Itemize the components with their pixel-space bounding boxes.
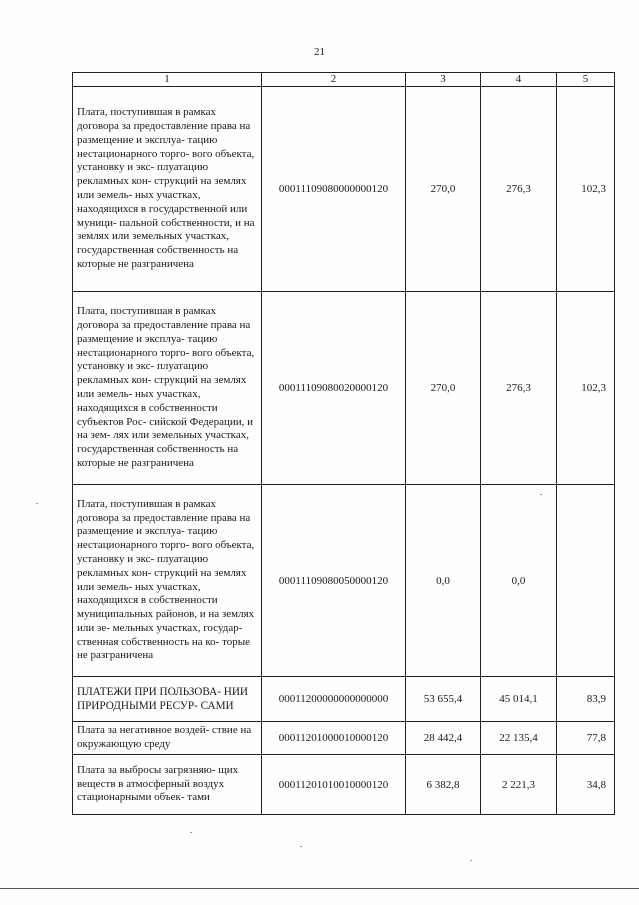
row-name: Плата за негативное воздей- ствие на окружающую среду [73,722,262,755]
table-row [73,87,615,292]
column-header: 2 [262,73,406,87]
page-bottom-edge [0,888,639,889]
table-header-row [73,73,615,87]
column-header: 4 [481,73,557,87]
row-code: 00011201010010000120 [262,755,406,815]
row-value-col4: 276,3 [481,87,557,292]
row-value-col5: 83,9 [557,677,615,722]
table-row [73,755,615,815]
row-code: 00011109080020000120 [262,292,406,485]
row-code: 00011109080000000120 [262,87,406,292]
row-name: Плата, поступившая в рамках договора за предоставление права на размещение и эксплуа- тацию нестационарного торго- вого объекта, установку и экс- плуатацию рекламных кон- струкций на землях или земель- ных участках, находящихся в собственности муниципальных районов, и на землях или зе- мельных участках, государ- ственная собственность на ко- торые не разграничена [73,485,262,677]
page-number: 21 [314,46,325,58]
row-value-col3: 6 382,8 [406,755,481,815]
row-value-col3: 270,0 [406,87,481,292]
table-row [73,677,615,722]
table-row [73,292,615,485]
row-value-col5: 34,8 [557,755,615,815]
row-value-col4: 2 221,3 [481,755,557,815]
row-value-col3: 28 442,4 [406,722,481,755]
row-value-col3: 53 655,4 [406,677,481,722]
budget-table [72,72,615,815]
scan-speck [36,503,38,504]
row-name: Плата, поступившая в рамках договора за предоставление права на размещение и эксплуа- тацию нестационарного торго- вого объекта, установку и экс- плуатацию рекламных кон- струкций на землях или земель- ных участках, находящихся в государственной или муници- пальной собственности, и на землях или земельных участках, государственная собственность на которые не разграничена [73,87,262,292]
row-value-col3: 270,0 [406,292,481,485]
column-header: 1 [73,73,262,87]
row-code: 00011109080050000120 [262,485,406,677]
row-code: 00011200000000000000 [262,677,406,722]
row-name: ПЛАТЕЖИ ПРИ ПОЛЬЗОВА- НИИ ПРИРОДНЫМИ РЕСУР- САМИ [73,677,262,722]
row-value-col4: 45 014,1 [481,677,557,722]
row-value-col4: 276,3 [481,292,557,485]
row-value-col4: 22 135,4 [481,722,557,755]
table-row [73,485,615,677]
column-header: 5 [557,73,615,87]
row-code: 00011201000010000120 [262,722,406,755]
scan-speck [540,494,542,495]
row-value-col5: 102,3 [557,292,615,485]
column-header: 3 [406,73,481,87]
row-value-col3: 0,0 [406,485,481,677]
row-name: Плата за выбросы загрязняю- щих веществ в атмосферный воздух стационарными объек- тами [73,755,262,815]
table-row [73,722,615,755]
row-name: Плата, поступившая в рамках договора за предоставление права на размещение и эксплуа- тацию нестационарного торго- вого объекта, установку и экс- плуатацию рекламных кон- струкций на землях или земель- ных участках, находящихся в собственности субъектов Рос- сийской Федерации, и на зем- лях или земельных участках, государственная собственность на которые не разграничена [73,292,262,485]
scan-speck [300,846,302,847]
row-value-col5 [557,485,615,677]
scan-speck [470,860,472,861]
row-value-col5: 102,3 [557,87,615,292]
row-value-col4: 0,0 [481,485,557,677]
scan-speck [190,832,192,833]
row-value-col5: 77,8 [557,722,615,755]
